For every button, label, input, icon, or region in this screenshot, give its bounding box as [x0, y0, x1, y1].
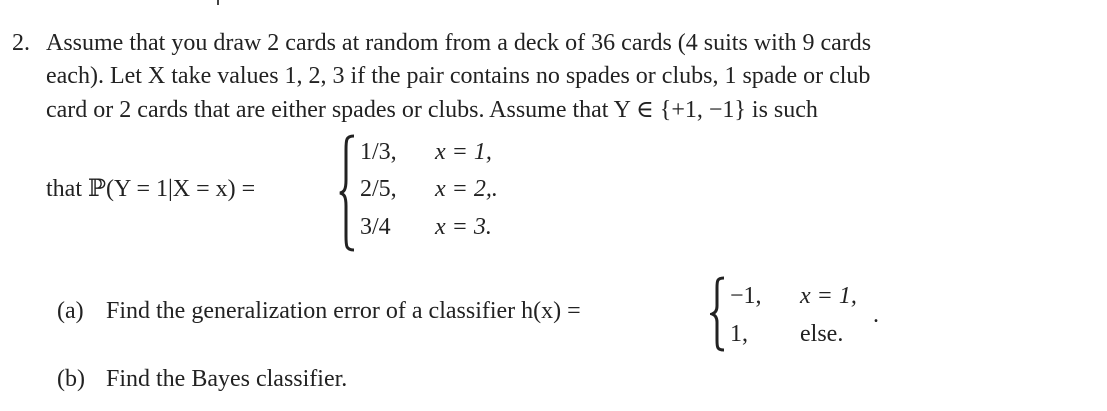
top-tick — [217, 0, 219, 5]
classifier-trailing-period: . — [873, 302, 879, 328]
case-cond-3: x = 3. — [435, 214, 492, 240]
classifier-value-1: −1, — [730, 283, 762, 309]
case-value-3: 3/4 — [360, 214, 391, 240]
case-value-2: 2/5, — [360, 176, 397, 202]
left-brace — [338, 134, 356, 252]
part-b-label: (b) — [57, 366, 85, 392]
case-cond-1: x = 1, — [435, 139, 492, 165]
case-cond-2: x = 2,. — [435, 176, 498, 202]
problem-line-1: Assume that you draw 2 cards at random from a deck of 36 cards (4 suits with 9 cards — [46, 30, 872, 56]
problem-line-3: card or 2 cards that are either spades or clubs. Assume that Y ∈ {+1, −1} is such — [46, 97, 818, 123]
classifier-cond-2: else. — [800, 321, 844, 347]
classifier-value-2: 1, — [730, 321, 748, 347]
part-a-text: Find the generalization error of a classifier h(x) = — [106, 298, 581, 324]
condition-lhs: that ℙ(Y = 1|X = x) = — [46, 176, 256, 202]
part-a-label: (a) — [57, 298, 84, 324]
classifier-cond-1: x = 1, — [800, 283, 857, 309]
problem-number: 2. — [12, 30, 30, 56]
problem-line-2: each). Let X take values 1, 2, 3 if the pair contains no spades or clubs, 1 spade or club — [46, 63, 871, 89]
case-value-1: 1/3, — [360, 139, 397, 165]
part-b-text: Find the Bayes classifier. — [106, 366, 348, 392]
classifier-brace — [710, 276, 726, 352]
